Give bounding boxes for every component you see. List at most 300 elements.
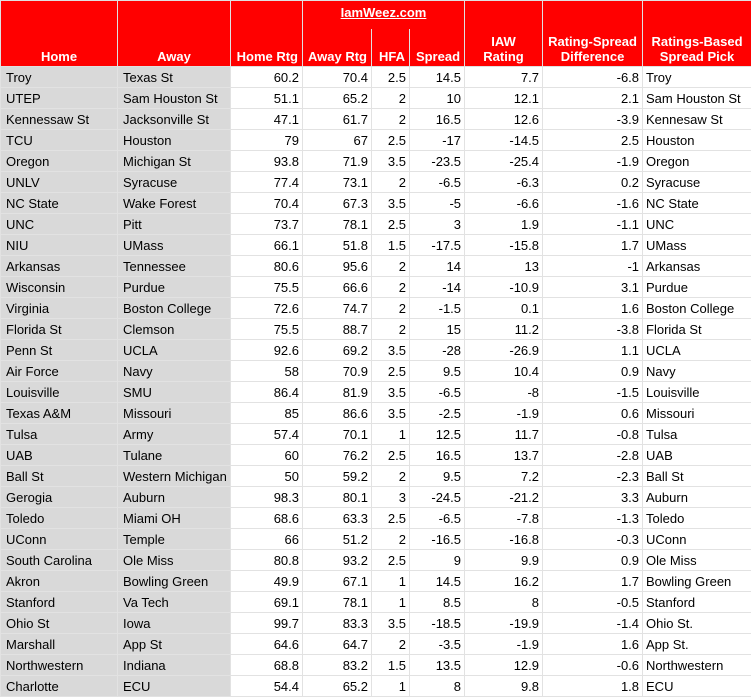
cell-rating-spread-diff[interactable]: 1.8 [543, 676, 643, 697]
cell-iaw-rating[interactable]: 13 [465, 256, 543, 277]
col-header-home[interactable]: Home [1, 29, 118, 67]
cell-spread[interactable]: 8 [410, 676, 465, 697]
cell-home-rtg[interactable]: 60 [231, 445, 303, 466]
table-row [1, 130, 751, 151]
cell-spread[interactable]: 16.5 [410, 445, 465, 466]
cell-rating-spread-diff[interactable]: 0.9 [543, 550, 643, 571]
cell-spread[interactable]: 9.5 [410, 361, 465, 382]
cell-away-rtg[interactable]: 51.8 [303, 235, 372, 256]
cell-spread-pick[interactable]: Houston [643, 130, 751, 151]
cell-home[interactable]: UTEP [1, 88, 118, 109]
cell-home[interactable]: TCU [1, 130, 118, 151]
cell-home-rtg[interactable]: 57.4 [231, 424, 303, 445]
cell-spread[interactable]: -1.5 [410, 298, 465, 319]
cell-home-rtg[interactable]: 73.7 [231, 214, 303, 235]
cell-rating-spread-diff[interactable]: 2.5 [543, 130, 643, 151]
cell-rating-spread-diff[interactable]: -2.3 [543, 466, 643, 487]
cell-iaw-rating[interactable]: -1.9 [465, 403, 543, 424]
cell-hfa[interactable]: 2 [372, 634, 410, 655]
header-blank-cell [231, 1, 303, 30]
table-row [1, 151, 751, 172]
table-row [1, 550, 751, 571]
table-row [1, 382, 751, 403]
cell-hfa[interactable]: 1 [372, 676, 410, 697]
cell-iaw-rating[interactable]: -25.4 [465, 151, 543, 172]
cell-spread-pick[interactable]: App St. [643, 634, 751, 655]
cell-home-rtg[interactable]: 66.1 [231, 235, 303, 256]
cell-away[interactable]: UMass [118, 235, 231, 256]
cell-away[interactable]: Bowling Green [118, 571, 231, 592]
cell-away[interactable]: Wake Forest [118, 193, 231, 214]
cell-rating-spread-diff[interactable]: 1.1 [543, 340, 643, 361]
col-header-home-rtg[interactable]: Home Rtg [231, 29, 303, 67]
cell-away-rtg[interactable]: 95.6 [303, 256, 372, 277]
cell-home[interactable]: Florida St [1, 319, 118, 340]
cell-spread[interactable]: 14.5 [410, 67, 465, 88]
cell-hfa[interactable]: 3.5 [372, 340, 410, 361]
cell-spread-pick[interactable]: Auburn [643, 487, 751, 508]
cell-away[interactable]: Sam Houston St [118, 88, 231, 109]
cell-away[interactable]: Miami OH [118, 508, 231, 529]
cell-away-rtg[interactable]: 51.2 [303, 529, 372, 550]
cell-hfa[interactable]: 2 [372, 298, 410, 319]
cell-home-rtg[interactable]: 58 [231, 361, 303, 382]
col-header-away[interactable]: Away [118, 29, 231, 67]
cell-spread-pick[interactable]: Toledo [643, 508, 751, 529]
cell-away-rtg[interactable]: 65.2 [303, 676, 372, 697]
cell-away-rtg[interactable]: 63.3 [303, 508, 372, 529]
cell-home-rtg[interactable]: 77.4 [231, 172, 303, 193]
cell-home-rtg[interactable]: 60.2 [231, 67, 303, 88]
cell-iaw-rating[interactable]: 16.2 [465, 571, 543, 592]
cell-away[interactable]: Auburn [118, 487, 231, 508]
cell-hfa[interactable]: 2 [372, 172, 410, 193]
cell-spread[interactable]: 14 [410, 256, 465, 277]
cell-away[interactable]: Texas St [118, 67, 231, 88]
cell-home-rtg[interactable]: 70.4 [231, 193, 303, 214]
cell-hfa[interactable]: 2.5 [372, 361, 410, 382]
cell-home[interactable]: South Carolina [1, 550, 118, 571]
cell-away-rtg[interactable]: 67.3 [303, 193, 372, 214]
cell-away[interactable]: Iowa [118, 613, 231, 634]
cell-rating-spread-diff[interactable]: -1.4 [543, 613, 643, 634]
cell-away-rtg[interactable]: 78.1 [303, 592, 372, 613]
cell-spread[interactable]: 12.5 [410, 424, 465, 445]
cell-away-rtg[interactable]: 83.2 [303, 655, 372, 676]
cell-away[interactable]: Temple [118, 529, 231, 550]
cell-hfa[interactable]: 3.5 [372, 382, 410, 403]
cell-iaw-rating[interactable]: 12.1 [465, 88, 543, 109]
table-row [1, 508, 751, 529]
cell-home-rtg[interactable]: 99.7 [231, 613, 303, 634]
cell-rating-spread-diff[interactable]: -1.6 [543, 193, 643, 214]
cell-spread[interactable]: -6.5 [410, 508, 465, 529]
cell-iaw-rating[interactable]: -19.9 [465, 613, 543, 634]
table-row [1, 88, 751, 109]
cell-away[interactable]: Navy [118, 361, 231, 382]
cell-away[interactable]: Ole Miss [118, 550, 231, 571]
cell-home-rtg[interactable]: 49.9 [231, 571, 303, 592]
cell-away-rtg[interactable]: 93.2 [303, 550, 372, 571]
cell-rating-spread-diff[interactable]: 3.3 [543, 487, 643, 508]
cell-home-rtg[interactable]: 72.6 [231, 298, 303, 319]
cell-spread-pick[interactable]: Northwestern [643, 655, 751, 676]
cell-home-rtg[interactable]: 50 [231, 466, 303, 487]
cell-iaw-rating[interactable]: -1.9 [465, 634, 543, 655]
cell-rating-spread-diff[interactable]: -0.8 [543, 424, 643, 445]
cell-away-rtg[interactable]: 66.6 [303, 277, 372, 298]
cell-iaw-rating[interactable]: 12.6 [465, 109, 543, 130]
cell-hfa[interactable]: 1 [372, 592, 410, 613]
cell-spread[interactable]: -6.5 [410, 172, 465, 193]
cell-iaw-rating[interactable]: 12.9 [465, 655, 543, 676]
cell-spread-pick[interactable]: Syracuse [643, 172, 751, 193]
cell-iaw-rating[interactable]: -21.2 [465, 487, 543, 508]
cell-home-rtg[interactable]: 66 [231, 529, 303, 550]
cell-rating-spread-diff[interactable]: 3.1 [543, 277, 643, 298]
cell-away-rtg[interactable]: 83.3 [303, 613, 372, 634]
cell-spread-pick[interactable]: Navy [643, 361, 751, 382]
col-header-rating-spread-diff[interactable] [543, 29, 643, 67]
cell-home-rtg[interactable]: 80.8 [231, 550, 303, 571]
cell-spread-pick[interactable]: UMass [643, 235, 751, 256]
cell-spread[interactable]: 15 [410, 319, 465, 340]
cell-spread[interactable]: 8.5 [410, 592, 465, 613]
cell-iaw-rating[interactable]: -16.8 [465, 529, 543, 550]
cell-rating-spread-diff[interactable]: -0.3 [543, 529, 643, 550]
cell-home-rtg[interactable]: 68.6 [231, 508, 303, 529]
cell-hfa[interactable]: 2 [372, 109, 410, 130]
cell-rating-spread-diff[interactable]: 1.7 [543, 571, 643, 592]
table-row [1, 676, 751, 697]
cell-iaw-rating[interactable]: 0.1 [465, 298, 543, 319]
cell-hfa[interactable]: 2 [372, 466, 410, 487]
cell-home[interactable]: Ball St [1, 466, 118, 487]
cell-hfa[interactable]: 2 [372, 88, 410, 109]
cell-spread[interactable]: 13.5 [410, 655, 465, 676]
cell-away[interactable]: Jacksonville St [118, 109, 231, 130]
cell-home[interactable]: Toledo [1, 508, 118, 529]
cell-hfa[interactable]: 3.5 [372, 403, 410, 424]
cell-rating-spread-diff[interactable]: -1.9 [543, 151, 643, 172]
table-row [1, 298, 751, 319]
cell-away[interactable]: Boston College [118, 298, 231, 319]
cell-away-rtg[interactable]: 59.2 [303, 466, 372, 487]
cell-spread[interactable]: -17.5 [410, 235, 465, 256]
cell-spread-pick[interactable]: Ohio St. [643, 613, 751, 634]
cell-rating-spread-diff[interactable]: 0.2 [543, 172, 643, 193]
cell-away[interactable]: Tennessee [118, 256, 231, 277]
cell-home[interactable]: Ohio St [1, 613, 118, 634]
cell-home[interactable]: Penn St [1, 340, 118, 361]
cell-iaw-rating[interactable]: -15.8 [465, 235, 543, 256]
cell-away[interactable]: App St [118, 634, 231, 655]
cell-home-rtg[interactable]: 69.1 [231, 592, 303, 613]
cell-iaw-rating[interactable]: 13.7 [465, 445, 543, 466]
cell-home[interactable]: Stanford [1, 592, 118, 613]
cell-spread[interactable]: 16.5 [410, 109, 465, 130]
cell-spread-pick[interactable]: Ole Miss [643, 550, 751, 571]
cell-rating-spread-diff[interactable]: -2.8 [543, 445, 643, 466]
cell-spread[interactable]: 10 [410, 88, 465, 109]
cell-hfa[interactable]: 3.5 [372, 193, 410, 214]
cell-rating-spread-diff[interactable]: -3.8 [543, 319, 643, 340]
cell-home[interactable]: UNC [1, 214, 118, 235]
cell-home-rtg[interactable]: 75.5 [231, 319, 303, 340]
cell-spread-pick[interactable]: Purdue [643, 277, 751, 298]
cell-away[interactable]: Clemson [118, 319, 231, 340]
cell-iaw-rating[interactable]: -6.6 [465, 193, 543, 214]
cell-away[interactable]: Syracuse [118, 172, 231, 193]
cell-hfa[interactable]: 2 [372, 529, 410, 550]
cell-away-rtg[interactable]: 76.2 [303, 445, 372, 466]
cell-iaw-rating[interactable]: 11.7 [465, 424, 543, 445]
cell-iaw-rating[interactable]: 9.9 [465, 550, 543, 571]
cell-iaw-rating[interactable]: 9.8 [465, 676, 543, 697]
cell-spread[interactable]: -16.5 [410, 529, 465, 550]
cell-hfa[interactable]: 2 [372, 319, 410, 340]
col-header-away-rtg[interactable]: Away Rtg [303, 29, 372, 67]
cell-spread-pick[interactable]: Ball St [643, 466, 751, 487]
cell-away[interactable]: Pitt [118, 214, 231, 235]
cell-spread[interactable]: -2.5 [410, 403, 465, 424]
cell-away-rtg[interactable]: 88.7 [303, 319, 372, 340]
cell-spread[interactable]: 9 [410, 550, 465, 571]
col-header-hfa[interactable]: HFA [372, 29, 410, 67]
cell-rating-spread-diff[interactable]: -1.1 [543, 214, 643, 235]
cell-home[interactable]: Oregon [1, 151, 118, 172]
cell-home[interactable]: Tulsa [1, 424, 118, 445]
col-header-spread[interactable]: Spread [410, 29, 465, 67]
cell-away-rtg[interactable]: 70.9 [303, 361, 372, 382]
cell-home-rtg[interactable]: 64.6 [231, 634, 303, 655]
cell-hfa[interactable]: 1 [372, 424, 410, 445]
cell-spread-pick[interactable]: Oregon [643, 151, 751, 172]
cell-away[interactable]: UCLA [118, 340, 231, 361]
table-row [1, 193, 751, 214]
table-row [1, 487, 751, 508]
col-header-spread-pick[interactable] [643, 29, 751, 67]
cell-spread-pick[interactable]: Boston College [643, 298, 751, 319]
cell-home-rtg[interactable]: 68.8 [231, 655, 303, 676]
table-row [1, 613, 751, 634]
cell-spread-pick[interactable]: Tulsa [643, 424, 751, 445]
cell-home[interactable]: UConn [1, 529, 118, 550]
cell-iaw-rating[interactable]: 7.2 [465, 466, 543, 487]
cell-away-rtg[interactable]: 80.1 [303, 487, 372, 508]
col-header-iaw-line2: Rating [483, 49, 524, 64]
cell-away[interactable]: Missouri [118, 403, 231, 424]
cell-hfa[interactable]: 2.5 [372, 130, 410, 151]
cell-home[interactable]: Troy [1, 67, 118, 88]
cell-home[interactable]: Texas A&M [1, 403, 118, 424]
cell-home[interactable]: Kennessaw St [1, 109, 118, 130]
cell-hfa[interactable]: 2.5 [372, 550, 410, 571]
table-row [1, 655, 751, 676]
cell-iaw-rating[interactable]: 1.9 [465, 214, 543, 235]
cell-iaw-rating[interactable]: -26.9 [465, 340, 543, 361]
cell-spread[interactable]: -17 [410, 130, 465, 151]
col-header-iaw-rating[interactable] [465, 29, 543, 67]
cell-home-rtg[interactable]: 92.6 [231, 340, 303, 361]
cell-rating-spread-diff[interactable]: -1.3 [543, 508, 643, 529]
site-link[interactable]: IamWeez.com [340, 5, 427, 20]
cell-hfa[interactable]: 2 [372, 277, 410, 298]
cell-spread[interactable]: -23.5 [410, 151, 465, 172]
cell-spread-pick[interactable]: UNC [643, 214, 751, 235]
cell-home-rtg[interactable]: 93.8 [231, 151, 303, 172]
cell-home-rtg[interactable]: 51.1 [231, 88, 303, 109]
cell-spread-pick[interactable]: Bowling Green [643, 571, 751, 592]
cell-away-rtg[interactable]: 78.1 [303, 214, 372, 235]
cell-rating-spread-diff[interactable]: 0.9 [543, 361, 643, 382]
cell-iaw-rating[interactable]: -14.5 [465, 130, 543, 151]
cell-away-rtg[interactable]: 70.1 [303, 424, 372, 445]
cell-hfa[interactable]: 3.5 [372, 151, 410, 172]
cell-spread[interactable]: -28 [410, 340, 465, 361]
cell-rating-spread-diff[interactable]: -1.5 [543, 382, 643, 403]
cell-iaw-rating[interactable]: -6.3 [465, 172, 543, 193]
cell-hfa[interactable]: 2 [372, 256, 410, 277]
cell-home-rtg[interactable]: 47.1 [231, 109, 303, 130]
cell-hfa[interactable]: 2.5 [372, 508, 410, 529]
cell-rating-spread-diff[interactable]: 1.6 [543, 634, 643, 655]
cell-rating-spread-diff[interactable]: -1 [543, 256, 643, 277]
cell-away-rtg[interactable]: 74.7 [303, 298, 372, 319]
cell-iaw-rating[interactable]: -7.8 [465, 508, 543, 529]
cell-rating-spread-diff[interactable]: 1.6 [543, 298, 643, 319]
cell-away[interactable]: Army [118, 424, 231, 445]
cell-away[interactable]: Indiana [118, 655, 231, 676]
cell-rating-spread-diff[interactable]: -3.9 [543, 109, 643, 130]
cell-hfa[interactable]: 1 [372, 571, 410, 592]
cell-spread-pick[interactable]: UConn [643, 529, 751, 550]
cell-iaw-rating[interactable]: -10.9 [465, 277, 543, 298]
cell-rating-spread-diff[interactable]: 1.7 [543, 235, 643, 256]
cell-spread[interactable]: -3.5 [410, 634, 465, 655]
cell-spread-pick[interactable]: UCLA [643, 340, 751, 361]
cell-home-rtg[interactable]: 98.3 [231, 487, 303, 508]
cell-home[interactable]: Akron [1, 571, 118, 592]
cell-home[interactable]: NIU [1, 235, 118, 256]
cell-home-rtg[interactable]: 86.4 [231, 382, 303, 403]
cell-home-rtg[interactable]: 75.5 [231, 277, 303, 298]
cell-rating-spread-diff[interactable]: -0.5 [543, 592, 643, 613]
cell-spread-pick[interactable]: ECU [643, 676, 751, 697]
cell-away-rtg[interactable]: 70.4 [303, 67, 372, 88]
cell-away[interactable]: SMU [118, 382, 231, 403]
cell-away[interactable]: ECU [118, 676, 231, 697]
cell-away[interactable]: Va Tech [118, 592, 231, 613]
cell-spread[interactable]: -18.5 [410, 613, 465, 634]
cell-away-rtg[interactable]: 73.1 [303, 172, 372, 193]
cell-home[interactable]: NC State [1, 193, 118, 214]
cell-away[interactable]: Michigan St [118, 151, 231, 172]
cell-away-rtg[interactable]: 64.7 [303, 634, 372, 655]
table-row [1, 319, 751, 340]
cell-away[interactable]: Houston [118, 130, 231, 151]
cell-spread-pick[interactable]: NC State [643, 193, 751, 214]
cell-home-rtg[interactable]: 79 [231, 130, 303, 151]
cell-hfa[interactable]: 2.5 [372, 445, 410, 466]
cell-rating-spread-diff[interactable]: 2.1 [543, 88, 643, 109]
cell-hfa[interactable]: 1.5 [372, 235, 410, 256]
cell-home-rtg[interactable]: 54.4 [231, 676, 303, 697]
cell-iaw-rating[interactable]: 7.7 [465, 67, 543, 88]
cell-rating-spread-diff[interactable]: -0.6 [543, 655, 643, 676]
cell-home[interactable]: UAB [1, 445, 118, 466]
cell-away-rtg[interactable]: 86.6 [303, 403, 372, 424]
cell-home[interactable]: Gerogia [1, 487, 118, 508]
cell-away-rtg[interactable]: 69.2 [303, 340, 372, 361]
cell-away[interactable]: Purdue [118, 277, 231, 298]
cell-spread[interactable]: 14.5 [410, 571, 465, 592]
cell-home[interactable]: Virginia [1, 298, 118, 319]
cell-away-rtg[interactable]: 65.2 [303, 88, 372, 109]
cell-spread-pick[interactable]: Troy [643, 67, 751, 88]
cell-spread-pick[interactable]: UAB [643, 445, 751, 466]
cell-spread[interactable]: 9.5 [410, 466, 465, 487]
cell-iaw-rating[interactable]: 8 [465, 592, 543, 613]
cell-spread[interactable]: -14 [410, 277, 465, 298]
header-blank-cell [543, 1, 643, 30]
cell-home[interactable]: Marshall [1, 634, 118, 655]
cell-iaw-rating[interactable]: 11.2 [465, 319, 543, 340]
cell-away-rtg[interactable]: 71.9 [303, 151, 372, 172]
cell-away-rtg[interactable]: 81.9 [303, 382, 372, 403]
cell-spread[interactable]: 3 [410, 214, 465, 235]
cell-rating-spread-diff[interactable]: -6.8 [543, 67, 643, 88]
col-header-diff-line1: Rating-Spread [548, 34, 637, 49]
cell-home[interactable]: UNLV [1, 172, 118, 193]
cell-home[interactable]: Arkansas [1, 256, 118, 277]
cell-home[interactable]: Air Force [1, 361, 118, 382]
cell-spread-pick[interactable]: Arkansas [643, 256, 751, 277]
cell-hfa[interactable]: 2.5 [372, 214, 410, 235]
table-row [1, 361, 751, 382]
cell-rating-spread-diff[interactable]: 0.6 [543, 403, 643, 424]
cell-home[interactable]: Louisville [1, 382, 118, 403]
cell-hfa[interactable]: 1.5 [372, 655, 410, 676]
table-row [1, 571, 751, 592]
cell-hfa[interactable]: 3 [372, 487, 410, 508]
cell-spread[interactable]: -24.5 [410, 487, 465, 508]
cell-home[interactable]: Northwestern [1, 655, 118, 676]
cell-spread-pick[interactable]: Florida St [643, 319, 751, 340]
cell-spread-pick[interactable]: Kennesaw St [643, 109, 751, 130]
cell-away-rtg[interactable]: 61.7 [303, 109, 372, 130]
cell-spread[interactable]: -6.5 [410, 382, 465, 403]
cell-away[interactable]: Western Michigan [118, 466, 231, 487]
cell-home-rtg[interactable]: 80.6 [231, 256, 303, 277]
cell-iaw-rating[interactable]: -8 [465, 382, 543, 403]
cell-hfa[interactable]: 3.5 [372, 613, 410, 634]
cell-home[interactable]: Wisconsin [1, 277, 118, 298]
cell-spread-pick[interactable]: Missouri [643, 403, 751, 424]
cell-away-rtg[interactable]: 67.1 [303, 571, 372, 592]
cell-spread-pick[interactable]: Louisville [643, 382, 751, 403]
cell-home-rtg[interactable]: 85 [231, 403, 303, 424]
cell-spread[interactable]: -5 [410, 193, 465, 214]
cell-away[interactable]: Tulane [118, 445, 231, 466]
cell-home[interactable]: Charlotte [1, 676, 118, 697]
cell-spread-pick[interactable]: Sam Houston St [643, 88, 751, 109]
table-row [1, 277, 751, 298]
cell-spread-pick[interactable]: Stanford [643, 592, 751, 613]
cell-hfa[interactable]: 2.5 [372, 67, 410, 88]
cell-iaw-rating[interactable]: 10.4 [465, 361, 543, 382]
cell-away-rtg[interactable]: 67 [303, 130, 372, 151]
